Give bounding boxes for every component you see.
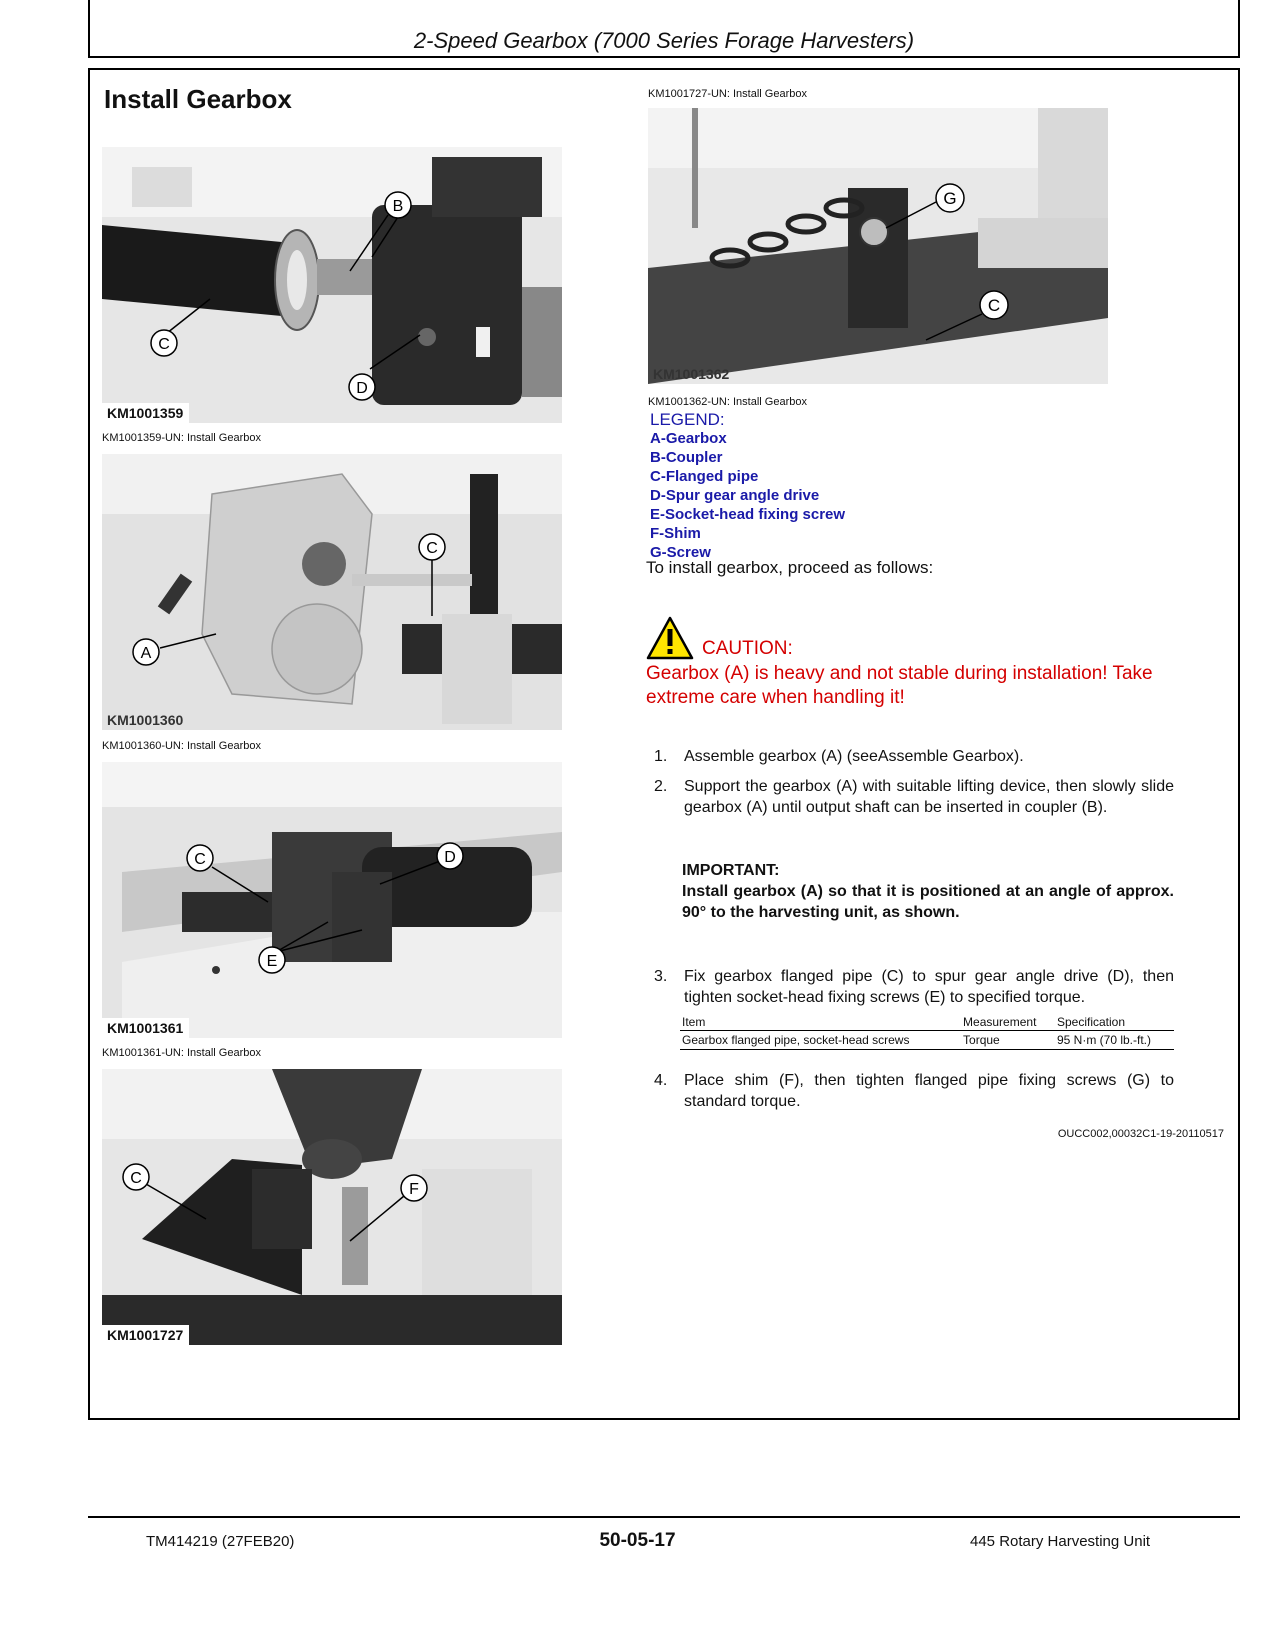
- figure-id: KM1001362: [653, 366, 730, 382]
- callout-b: [385, 192, 411, 218]
- svg-text:C: C: [426, 540, 438, 557]
- figure-photo: [102, 762, 562, 1038]
- caution-text: Gearbox (A) is heavy and not stable during installation! Take extreme care when handling it!: [646, 663, 1153, 708]
- step-number: 1.: [654, 748, 668, 765]
- svg-text:F: F: [409, 1181, 419, 1198]
- figure-caption: KM1001361-UN: Install Gearbox: [102, 1047, 261, 1059]
- callout-c: [980, 291, 1008, 319]
- figure-caption: KM1001362-UN: Install Gearbox: [648, 396, 807, 408]
- callout-d: [349, 374, 375, 400]
- legend-item: A-Gearbox: [650, 430, 727, 447]
- step-text: Fix gearbox flanged pipe (C) to spur gear angle drive (D), then tighten socket-head fixing screws (E) to specified torque.: [684, 968, 1174, 1006]
- svg-text:C: C: [158, 336, 170, 353]
- svg-text:A: A: [140, 645, 152, 662]
- legend-item: F-Shim: [650, 525, 701, 542]
- step-number: 2.: [654, 778, 668, 795]
- spec-header: Specification: [1055, 1014, 1174, 1031]
- figure-photo: [102, 454, 562, 730]
- legend-item: C-Flanged pipe: [650, 468, 759, 485]
- callout-g: [936, 184, 964, 212]
- page-header: [88, 0, 1240, 58]
- section-title: Install Gearbox: [104, 84, 292, 114]
- page-number: 50-05-17: [599, 1530, 676, 1551]
- spec-table: [680, 1014, 1174, 1050]
- svg-text:D: D: [356, 380, 368, 397]
- callout-c: [123, 1164, 149, 1190]
- svg-text:B: B: [392, 198, 404, 215]
- callout-a: [133, 639, 159, 665]
- figure-photo: [102, 1069, 562, 1345]
- spec-header: Measurement: [961, 1014, 1055, 1031]
- important-note: [682, 860, 1174, 923]
- figure-caption: KM1001359-UN: Install Gearbox: [102, 432, 261, 444]
- step-number: 4.: [654, 1072, 668, 1089]
- callout-overlay: [102, 762, 562, 1038]
- legend-item: B-Coupler: [650, 449, 723, 466]
- intro-text: To install gearbox, proceed as follows:: [646, 558, 934, 577]
- figure-caption: KM1001727-UN: Install Gearbox: [648, 88, 807, 100]
- table-row: [680, 1031, 1174, 1050]
- callout-c: [419, 534, 445, 560]
- figure-id: KM1001361: [102, 1018, 189, 1038]
- callout-d: [437, 843, 463, 869]
- figure-caption: KM1001360-UN: Install Gearbox: [102, 740, 261, 752]
- step-text: Place shim (F), then tighten flanged pipe fixing screws (G) to standard torque.: [684, 1072, 1174, 1110]
- svg-text:C: C: [130, 1170, 142, 1187]
- figure-id: KM1001360: [107, 712, 184, 728]
- spec-cell: 95 N·m (70 lb.-ft.): [1055, 1031, 1174, 1050]
- svg-text:C: C: [194, 851, 206, 868]
- callout-overlay: [102, 454, 562, 730]
- spec-header: Item: [680, 1014, 961, 1031]
- footer-divider: [88, 1516, 1240, 1518]
- figure-id: KM1001727: [102, 1325, 189, 1345]
- callout-c: [187, 845, 213, 871]
- step-number: 3.: [654, 968, 668, 985]
- svg-text:G: G: [943, 189, 957, 208]
- header-title: 2-Speed Gearbox (7000 Series Forage Harvesters): [413, 28, 915, 53]
- svg-text:C: C: [987, 296, 1001, 315]
- footer-manual-id: TM414219 (27FEB20): [146, 1533, 295, 1550]
- step-text: Assemble gearbox (A) (seeAssemble Gearbox).: [684, 748, 1024, 765]
- figure-photo: [102, 147, 562, 423]
- legend-item: D-Spur gear angle drive: [650, 487, 820, 504]
- callout-f: [401, 1175, 427, 1201]
- figure-photo: [648, 108, 1108, 384]
- step-text: Support the gearbox (A) with suitable lifting device, then slowly slide gearbox (A) until output shaft can be inserted in coupler (B).: [684, 778, 1174, 816]
- callout-overlay: [102, 1069, 562, 1345]
- important-text: Install gearbox (A) so that it is positioned at an angle of approx. 90° to the harvesting unit, as shown.: [682, 883, 1174, 921]
- spec-cell: Torque: [961, 1031, 1055, 1050]
- legend-item: G-Screw: [650, 544, 711, 561]
- figure-id: KM1001359: [102, 403, 189, 423]
- content-frame: [88, 68, 1240, 1420]
- footer-section: 445 Rotary Harvesting Unit: [970, 1533, 1151, 1550]
- callout-overlay: [648, 108, 1108, 384]
- legend-title: LEGEND:: [650, 410, 725, 429]
- legend-item: E-Socket-head fixing screw: [650, 506, 846, 523]
- callout-overlay: [102, 147, 562, 423]
- legend: [650, 410, 845, 562]
- caution-label: CAUTION:: [702, 638, 793, 659]
- spec-cell: Gearbox flanged pipe, socket-head screws: [680, 1031, 961, 1050]
- svg-text:D: D: [444, 849, 456, 866]
- callout-c: [151, 330, 177, 356]
- important-label: IMPORTANT:: [682, 862, 780, 879]
- warning-triangle-icon: [646, 616, 694, 660]
- svg-text:E: E: [266, 953, 278, 970]
- document-reference: OUCC002,00032C1-19-20110517: [1057, 1128, 1224, 1140]
- callout-e: [259, 947, 285, 973]
